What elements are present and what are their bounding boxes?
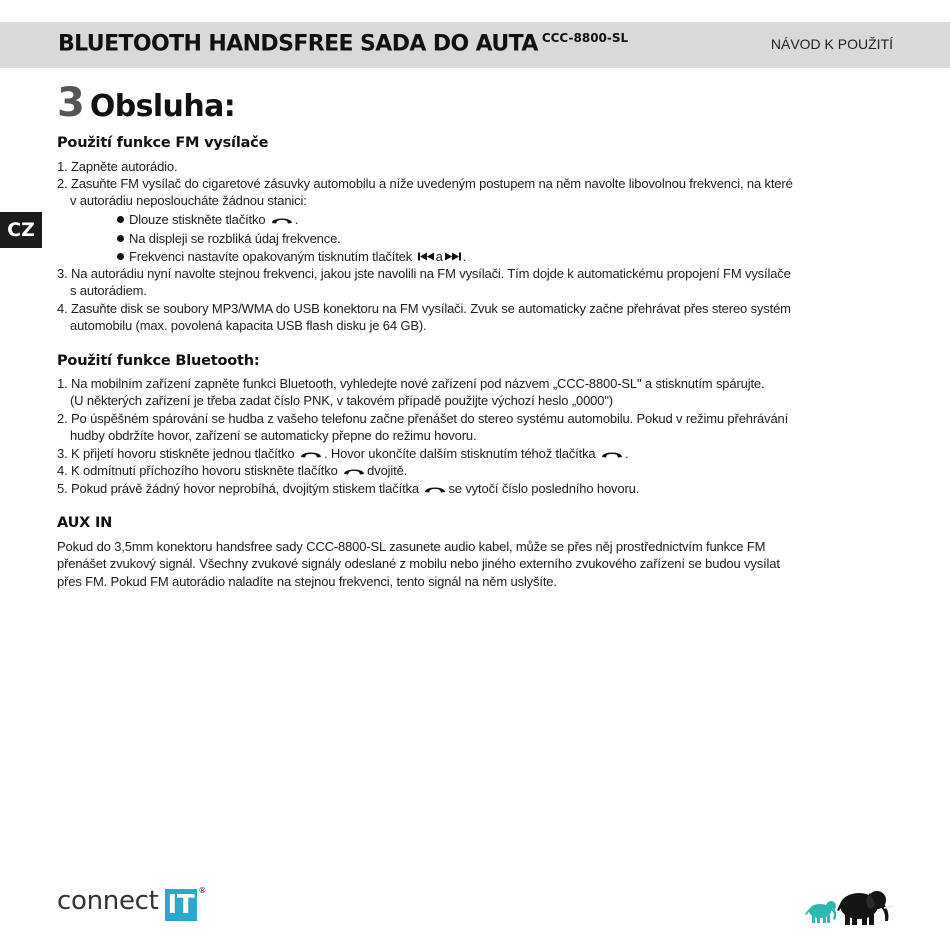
section-title: Obsluha: bbox=[89, 89, 236, 124]
bt-step-3-pre: 3. K přijetí hovoru stiskněte jednou tlačítko bbox=[57, 446, 295, 461]
language-tab: CZ bbox=[0, 212, 42, 248]
bt-step-1-cont: (U některých zařízení je třeba zadat číslo PNK, v takovém případě použijte výchozí heslo „0000") bbox=[70, 393, 613, 408]
aux-line-3: přes FM. Pokud FM autorádio naladíte na stejnou frekvenci, tento signál na něm uslyšíte. bbox=[57, 574, 557, 589]
aux-line-2: přenášet zvukový signál. Všechny zvukové signály odeslané z mobilu nebo jiného externího zvukového zařízení se budou vysílat bbox=[57, 556, 780, 571]
phone-handset-icon bbox=[300, 449, 322, 459]
bt-step-2-cont: hudby obdržíte hovor, zařízení se automaticky přepne do režimu hovoru. bbox=[70, 428, 477, 443]
brand-logo-reg: ® bbox=[198, 886, 207, 895]
document-type: NÁVOD K POUŽITÍ bbox=[770, 36, 893, 52]
fm-step-2-cont: v autorádiu neposloucháte žádnou stanici: bbox=[70, 193, 307, 208]
fm-bullet-2-text: Na displeji se rozbliká údaj frekvence. bbox=[129, 231, 341, 246]
brand-logo bbox=[57, 886, 206, 921]
bt-step-4-end: dvojitě. bbox=[367, 463, 408, 478]
fm-bullet-1 bbox=[117, 212, 298, 227]
bt-step-3-end: . bbox=[624, 446, 629, 461]
bt-step-3-mid: . Hovor ukončíte dalším stisknutím téhož tlačítka bbox=[323, 446, 596, 461]
fm-bullet-3-and: a bbox=[435, 249, 443, 264]
fm-bullet-2 bbox=[117, 231, 341, 246]
fm-step-4: 4. Zasuňte disk se soubory MP3/WMA do USB konektoru na FM vysílači. Zvuk se automaticky začne přehrávat přes stereo systém bbox=[57, 301, 791, 316]
brand-logo-text: connect bbox=[57, 886, 159, 916]
bt-step-4 bbox=[57, 463, 407, 478]
fm-bullet-1-text: Dlouze stiskněte tlačítko bbox=[129, 212, 266, 227]
elephants-icon bbox=[804, 884, 896, 926]
fm-bullet-3 bbox=[117, 249, 466, 264]
bullet-dot bbox=[117, 253, 124, 260]
bt-step-5 bbox=[57, 481, 639, 496]
phone-handset-icon bbox=[424, 484, 446, 494]
bt-step-1: 1. Na mobilním zařízení zapněte funkci Bluetooth, vyhledejte nové zařízení pod názvem „CCC-8800-SL" a stisknutím spárujte. bbox=[57, 376, 765, 391]
product-title bbox=[58, 31, 628, 56]
bt-heading: Použití funkce Bluetooth: bbox=[57, 353, 260, 369]
fm-bullet-1-end: . bbox=[294, 212, 299, 227]
section-number: 3 bbox=[57, 80, 84, 126]
fm-step-4-cont: automobilu (max. povolená kapacita USB flash disku je 64 GB). bbox=[70, 318, 427, 333]
bullet-dot bbox=[117, 216, 124, 223]
track-next-icon bbox=[445, 252, 461, 261]
track-prev-icon bbox=[418, 252, 434, 261]
bt-step-5-end: se vytočí číslo posledního hovoru. bbox=[448, 481, 640, 496]
bt-step-4-pre: 4. K odmítnutí příchozího hovoru stiskněte tlačítko bbox=[57, 463, 338, 478]
fm-step-2: 2. Zasuňte FM vysílač do cigaretové zásuvky automobilu a níže uvedeným postupem na něm navolte libovolnou frekvenci, na které bbox=[57, 176, 793, 191]
aux-line-1: Pokud do 3,5mm konektoru handsfree sady CCC-8800-SL zasunete audio kabel, může se přes něj prostřednictvím funkce FM bbox=[57, 539, 766, 554]
fm-step-1: 1. Zapněte autorádio. bbox=[57, 159, 178, 174]
bullet-dot bbox=[117, 235, 124, 242]
phone-handset-icon bbox=[601, 449, 623, 459]
fm-step-3: 3. Na autorádiu nyní navolte stejnou frekvenci, jakou jste navolili na FM vysílači. Tím dojde k automatickému propojení FM vysílače bbox=[57, 266, 791, 281]
brand-logo-mark: IT bbox=[165, 889, 198, 921]
product-model: CCC-8800-SL bbox=[541, 31, 629, 45]
section-heading bbox=[57, 80, 235, 126]
fm-bullet-3-text: Frekvenci nastavíte opakovaným tisknutím tlačítek bbox=[129, 249, 413, 264]
fm-heading: Použití funkce FM vysílače bbox=[57, 135, 269, 151]
fm-bullet-3-end: . bbox=[462, 249, 467, 264]
aux-heading: AUX IN bbox=[57, 515, 113, 531]
bt-step-2: 2. Po úspěšném spárování se hudba z vašeho telefonu začne přenášet do stereo systému automobilu. Pokud v režimu přehrávání bbox=[57, 411, 789, 426]
bt-step-3 bbox=[57, 446, 628, 461]
fm-step-3-cont: s autorádiem. bbox=[70, 283, 147, 298]
bt-step-5-pre: 5. Pokud právě žádný hovor neprobíhá, dvojitým stiskem tlačítka bbox=[57, 481, 419, 496]
phone-handset-icon bbox=[271, 215, 293, 225]
page-header bbox=[0, 22, 950, 68]
phone-handset-icon bbox=[343, 466, 365, 476]
product-title-text: BLUETOOTH HANDSFREE SADA DO AUTA bbox=[58, 31, 538, 57]
